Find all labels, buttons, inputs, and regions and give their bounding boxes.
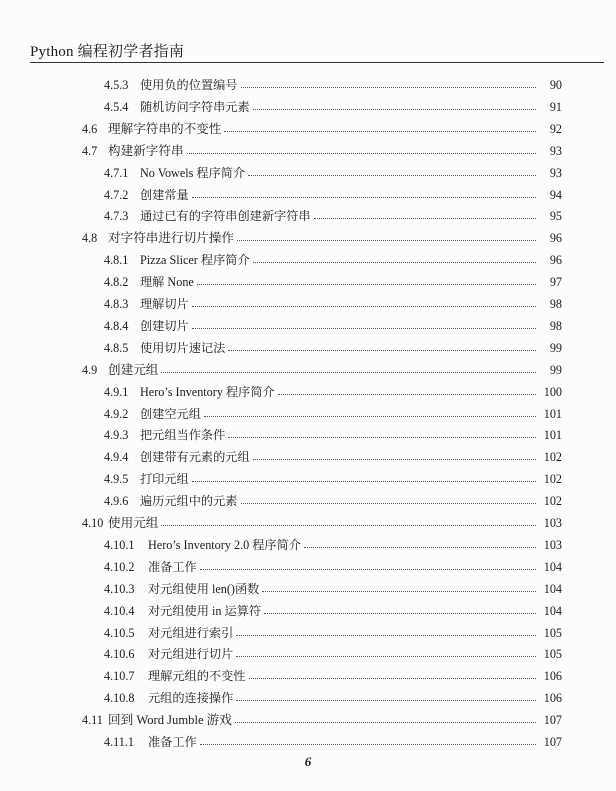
toc-entry-title: 使用负的位置编号 — [140, 78, 238, 92]
toc-entry-number: 4.10.5 — [104, 625, 135, 640]
toc-entry[interactable] — [104, 335, 562, 355]
toc-entry-number: 4.10.1 — [104, 537, 135, 552]
toc-entry[interactable] — [104, 620, 562, 640]
toc-entry[interactable] — [82, 225, 562, 245]
toc-entry-number: 4.9 — [82, 362, 98, 377]
header-rule — [30, 62, 604, 63]
dot-leader — [237, 240, 536, 241]
toc-entry-number: 4.7 — [82, 143, 98, 158]
toc-entry[interactable] — [82, 138, 562, 158]
toc-entry-page: 101 — [543, 428, 562, 443]
toc-entry-number: 4.7.1 — [104, 165, 129, 180]
toc-entry-title: 创建带有元素的元组 — [140, 450, 250, 465]
toc-entry[interactable] — [104, 532, 562, 552]
toc-entry-page: 98 — [549, 318, 562, 333]
toc-entry[interactable] — [104, 444, 562, 464]
dot-leader — [253, 262, 536, 263]
toc-entry[interactable] — [82, 116, 562, 136]
toc-entry-number: 4.9.5 — [104, 472, 129, 487]
toc-entry-number: 4.8.3 — [104, 297, 129, 311]
dot-leader — [236, 700, 536, 701]
toc-entry-number: 4.11 — [82, 713, 103, 728]
toc-entry-page: 106 — [543, 691, 562, 706]
toc-entry-title: 对元组进行索引 — [148, 625, 234, 640]
toc-entry[interactable] — [104, 247, 562, 267]
toc-entry[interactable] — [104, 269, 562, 289]
toc-entry-title: 使用切片速记法 — [140, 340, 226, 355]
running-header: Python 编程初学者指南 — [30, 44, 185, 60]
toc-entry[interactable] — [104, 379, 562, 399]
toc-entry-page: 91 — [549, 99, 562, 114]
toc-entry-title: 使用元组 — [108, 516, 159, 530]
dot-leader — [228, 350, 536, 351]
dot-leader — [304, 547, 536, 548]
toc-entry-title: 遍历元组中的元素 — [140, 494, 238, 509]
toc-entry-page: 102 — [543, 450, 562, 465]
toc-entry-page: 99 — [549, 340, 562, 355]
toc-entry-number: 4.10 — [82, 516, 104, 530]
toc-entry-title: 创建常量 — [140, 187, 189, 202]
toc-entry-number: 4.9.1 — [104, 384, 129, 399]
toc-entry-title: 元组的连接操作 — [148, 691, 234, 706]
toc-entry-number: 4.9.2 — [104, 406, 129, 421]
toc-entry[interactable] — [104, 598, 562, 618]
toc-entry[interactable] — [104, 488, 562, 508]
toc-entry-page: 92 — [549, 121, 562, 136]
toc-entry[interactable] — [104, 685, 562, 705]
dot-leader — [241, 87, 537, 88]
toc-entry-page: 98 — [549, 297, 562, 311]
toc-entry[interactable] — [104, 313, 562, 333]
toc-entry-number: 4.9.4 — [104, 450, 129, 465]
toc-entry-title: 理解字符串的不变性 — [108, 121, 222, 136]
toc-entry-title: 对元组进行切片 — [148, 647, 234, 662]
toc-entry[interactable] — [104, 72, 562, 92]
toc-entry-number: 4.8.2 — [104, 275, 129, 290]
toc-entry-page: 105 — [543, 647, 562, 662]
toc-entry-page: 106 — [543, 669, 562, 684]
toc-entry-number: 4.9.6 — [104, 494, 129, 509]
toc-entry-page: 96 — [549, 231, 562, 246]
toc-entry-title: 准备工作 — [148, 559, 197, 574]
toc-entry[interactable] — [104, 554, 562, 574]
toc-entry-title: Hero’s Inventory 2.0 程序简介 — [148, 537, 301, 552]
toc-entry-page: 102 — [543, 494, 562, 509]
toc-entry[interactable] — [104, 160, 562, 180]
toc-entry[interactable] — [104, 94, 562, 114]
toc-entry-title: Hero’s Inventory 程序简介 — [140, 384, 275, 399]
toc-entry[interactable] — [104, 182, 562, 202]
dot-leader — [161, 372, 536, 373]
toc-entry-page: 96 — [549, 253, 562, 268]
dot-leader — [264, 613, 536, 614]
dot-leader — [161, 525, 536, 526]
toc-entry-title: 打印元组 — [140, 472, 189, 487]
toc-entry-title: 回到 Word Jumble 游戏 — [108, 713, 232, 728]
dot-leader — [235, 722, 536, 723]
toc-entry-number: 4.8.4 — [104, 318, 129, 333]
dot-leader — [192, 481, 536, 482]
toc-entry-number: 4.7.2 — [104, 187, 129, 202]
toc-entry[interactable] — [104, 203, 562, 223]
toc-entry[interactable] — [104, 729, 562, 749]
toc-entry-number: 4.10.6 — [104, 647, 135, 662]
dot-leader — [262, 591, 536, 592]
toc-entry-page: 100 — [543, 384, 562, 399]
toc-entry-title: 对元组使用 in 运算符 — [148, 603, 262, 618]
toc-entry-title: 对字符串进行切片操作 — [108, 231, 234, 246]
toc-entry-page: 103 — [543, 537, 562, 552]
dot-leader — [224, 131, 536, 132]
toc-entry-title: 随机访问字符串元素 — [140, 99, 250, 114]
toc-entry-page: 105 — [543, 625, 562, 640]
dot-leader — [236, 635, 536, 636]
toc-entry-page: 102 — [543, 472, 562, 487]
toc-entry-page: 107 — [543, 713, 562, 728]
toc-entry[interactable] — [104, 641, 562, 661]
toc-entry-page: 93 — [549, 143, 562, 158]
toc-entry-page: 93 — [549, 165, 562, 180]
dot-leader — [314, 218, 536, 219]
toc-entry-page: 99 — [549, 362, 562, 377]
toc-entry-title: Pizza Slicer 程序简介 — [140, 253, 250, 268]
dot-leader — [192, 197, 536, 198]
dot-leader — [204, 416, 536, 417]
toc-entry[interactable] — [104, 291, 562, 311]
toc-entry-title: 通过已有的字符串创建新字符串 — [140, 209, 311, 224]
toc-entry-number: 4.6 — [82, 121, 98, 136]
toc-entry-title: 对元组使用 len()函数 — [148, 581, 260, 596]
toc-entry[interactable] — [82, 357, 562, 377]
toc-entry-title: 构建新字符串 — [108, 143, 184, 158]
toc-entry-page: 107 — [543, 735, 562, 749]
dot-leader — [200, 744, 536, 745]
toc-entry-number: 4.5.4 — [104, 99, 129, 114]
toc-entry-number: 4.9.3 — [104, 428, 129, 443]
toc-entry[interactable] — [104, 663, 562, 683]
toc-entry-number: 4.10.8 — [104, 691, 135, 706]
toc-entry-page: 90 — [549, 78, 562, 92]
toc-entry[interactable] — [104, 422, 562, 442]
toc-entry-number: 4.10.7 — [104, 669, 135, 684]
toc-entry-number: 4.11.1 — [104, 735, 135, 749]
dot-leader — [278, 394, 536, 395]
toc-entry-title: 创建元组 — [108, 362, 159, 377]
dot-leader — [249, 678, 537, 679]
toc-entry[interactable] — [82, 707, 562, 727]
toc-entry-number: 4.10.4 — [104, 603, 135, 618]
dot-leader — [187, 153, 536, 154]
toc-entry-title: 理解元组的不变性 — [148, 669, 246, 684]
toc-entry-page: 104 — [543, 559, 562, 574]
toc-entry-page: 103 — [543, 516, 562, 530]
toc-entry-title: 理解切片 — [140, 297, 189, 311]
dot-leader — [192, 328, 536, 329]
dot-leader — [192, 306, 536, 307]
toc-entry-number: 4.10.2 — [104, 559, 135, 574]
toc-entry-number: 4.8.1 — [104, 253, 129, 268]
toc-entry-page: 97 — [549, 275, 562, 290]
dot-leader — [200, 569, 536, 570]
toc-entry-page: 104 — [543, 603, 562, 618]
dot-leader — [236, 656, 536, 657]
toc-entry-number: 4.10.3 — [104, 581, 135, 596]
page-number: 6 — [304, 754, 312, 769]
toc-entry-number: 4.5.3 — [104, 78, 129, 92]
toc-entry[interactable] — [104, 401, 562, 421]
toc-entry-title: 准备工作 — [148, 735, 197, 749]
toc-entry-page: 101 — [543, 406, 562, 421]
toc-entry-title: 创建切片 — [140, 318, 189, 333]
toc-entry-number: 4.8 — [82, 231, 98, 246]
toc-entry-title: 把元组当作条件 — [140, 428, 226, 443]
toc-entry-number: 4.7.3 — [104, 209, 129, 224]
dot-leader — [253, 109, 536, 110]
toc-entry[interactable] — [82, 510, 562, 530]
toc-entry[interactable] — [104, 466, 562, 486]
toc-entry-page: 95 — [549, 209, 562, 224]
toc-entry-page: 104 — [543, 581, 562, 596]
dot-leader — [253, 459, 536, 460]
dot-leader — [228, 437, 536, 438]
dot-leader — [197, 284, 536, 285]
toc-entry-title: 理解 None — [140, 275, 194, 290]
toc-entry-title: 创建空元组 — [140, 406, 201, 421]
dot-leader — [241, 503, 537, 504]
toc-entry-page: 94 — [549, 187, 562, 202]
toc-entry-title: No Vowels 程序简介 — [140, 165, 246, 180]
toc-entry-number: 4.8.5 — [104, 340, 129, 355]
dot-leader — [248, 175, 536, 176]
toc-entry[interactable] — [104, 576, 562, 596]
